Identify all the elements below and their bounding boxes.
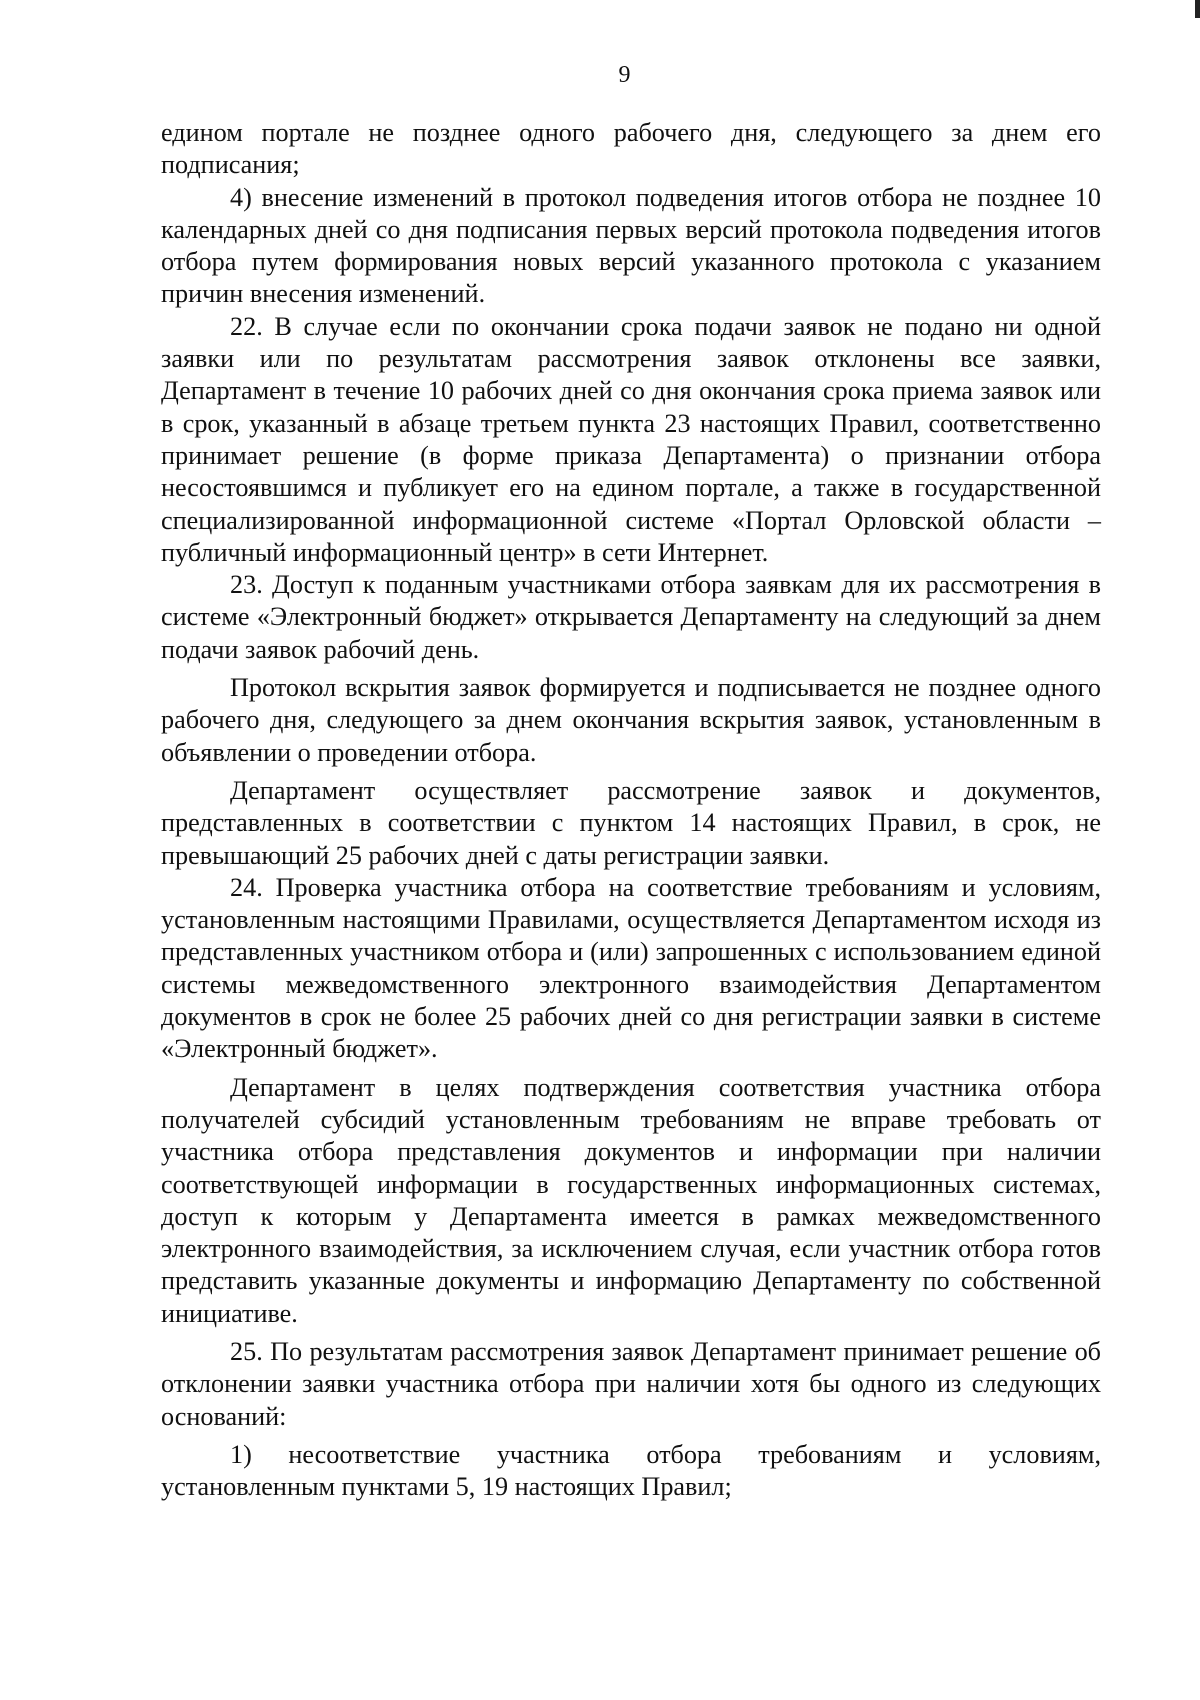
paragraph-item-1: 1) несоответствие участника отбора требованиям и условиям, установленным пунктами 5, 19 настоящих Правил; (161, 1439, 1101, 1502)
paragraph-clause-23: 23. Доступ к поданным участниками отбора заявкам для их рассмотрения в системе «Электронный бюджет» открывается Департаменту на следующий за днем подачи заявок рабочий день. (161, 570, 1101, 664)
paragraph-clause-24: 24. Проверка участника отбора на соответствие требованиям и условиям, установленным настоящими Правилами, осуществляется Департаментом исходя из представленных участником отбора и (или) запрошенных с использованием единой системы межведомственного электронного взаимодействия Департаментом документов в срок не более 25 рабочих дней со дня регистрации заявки в системе «Электронный бюджет». (161, 872, 1101, 1064)
paragraph-clause-22: 22. В случае если по окончании срока подачи заявок не подано ни одной заявки или по результатам рассмотрения заявок отклонены все заявки, Департамент в течение 10 рабочих дней со дня окончания срока приема заявок или в срок, указанный в абзаце третьем пункта 23 настоящих Правил, соответственно принимает решение (в форме приказа Департамента) о признании отбора несостоявшимся и публикует его на едином портале, а также в государственной специализированной информационной системе «Портал Орловской области – публичный информационный центр» в сети Интернет. (161, 311, 1101, 567)
paragraph-item-4: 4) внесение изменений в протокол подведения итогов отбора не позднее 10 календарных дней со дня подписания первых версий протокола подведения итогов отбора путем формирования новых версий указанного протокола с указанием причин внесения изменений. (161, 182, 1101, 309)
paragraph-clause-25: 25. По результатам рассмотрения заявок Департамент принимает решение об отклонении заявки участника отбора при наличии хотя бы одного из следующих оснований: (161, 1336, 1101, 1431)
paragraph-opening-protocol: Протокол вскрытия заявок формируется и подписывается не позднее одного рабочего дня, следующего за днем окончания вскрытия заявок, установленным в объявлении о проведении отбора. (161, 673, 1101, 767)
paragraph-documents-requirement: Департамент в целях подтверждения соответствия участника отбора получателей субсидий установленным требованиям не вправе требовать от участника отбора представления документов и информации при наличии соответствующей информации в государственных информационных системах, доступ к которым у Департамента имеется в рамках межведомственного электронного взаимодействия, за исключением случая, если участник отбора готов представить указанные документы и информацию Департаменту по собственной инициативе. (161, 1072, 1101, 1328)
scan-edge-mark (1195, 0, 1200, 18)
paragraph-continuation: едином портале не позднее одного рабочего дня, следующего за днем его подписания; (161, 118, 1101, 180)
paragraph-review-term: Департамент осуществляет рассмотрение заявок и документов, представленных в соответствии с пунктом 14 настоящих Правил, в срок, не превышающий 25 рабочих дней с даты регистрации заявки. (161, 775, 1101, 870)
body-text (161, 117, 1101, 1503)
page-number: 9 (618, 62, 631, 88)
